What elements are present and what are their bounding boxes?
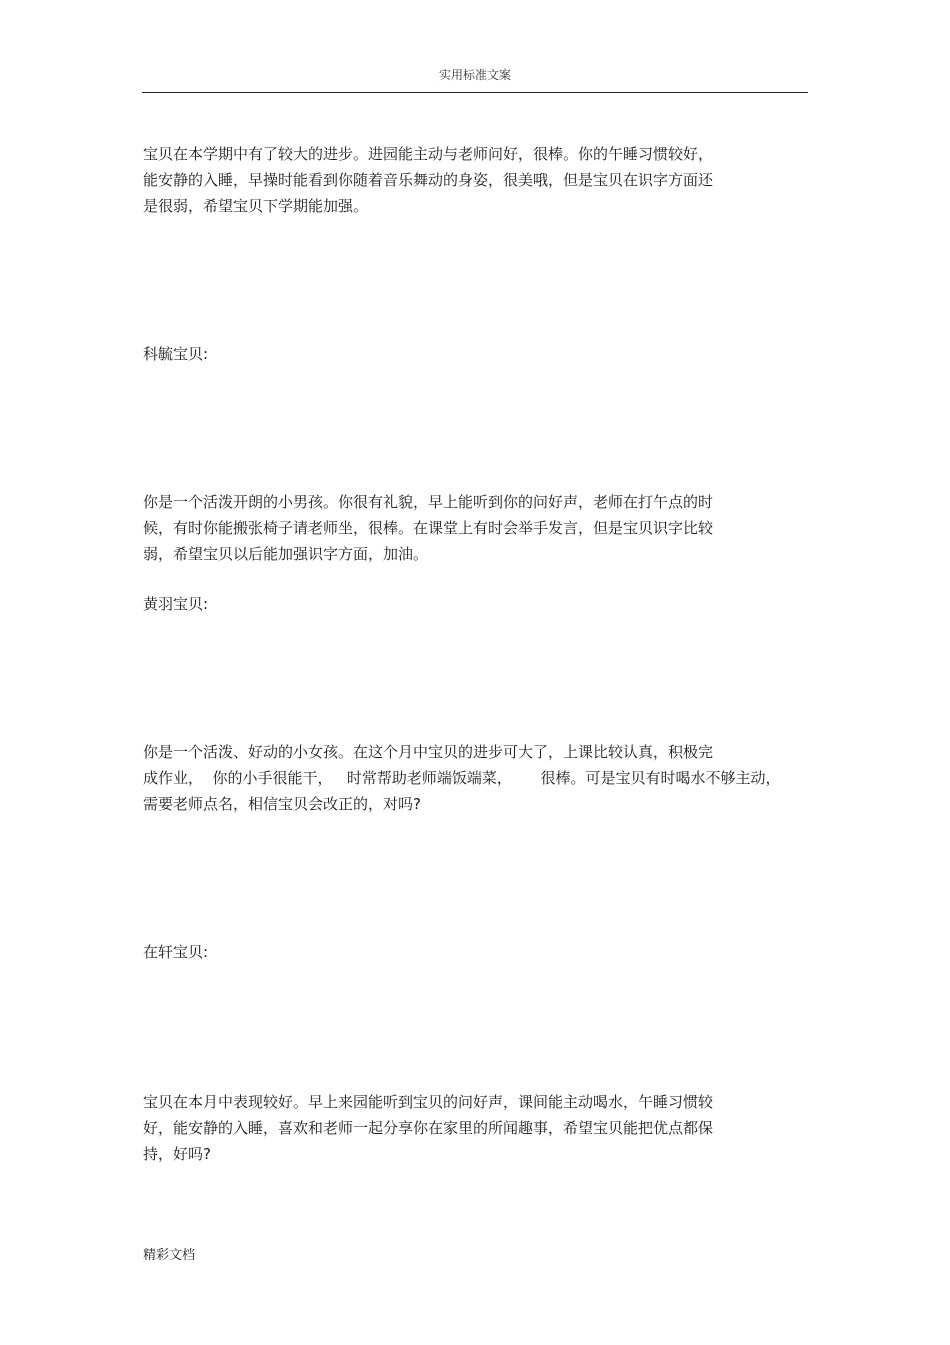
paragraph-line: 是很弱，希望宝贝下学期能加强。 <box>143 197 369 215</box>
paragraph-line: 候，有时你能搬张椅子请老师坐，很棒。在课堂上有时会举手发言，但是宝贝识字比较 <box>143 519 714 537</box>
paragraph-line: 你是一个活泼开朗的小男孩。你很有礼貌，早上能听到你的问好声，老师在打午点的时 <box>143 493 714 511</box>
header-title: 实用标准文案 <box>438 68 511 82</box>
paragraph-line: 成作业， 你的小手很能干， 时常帮助老师端饭端菜， 很棒。可是宝贝有时喝水不够主动， <box>143 769 781 787</box>
paragraph-line: 能安静的入睡，早操时能看到你随着音乐舞动的身姿，很美哦，但是宝贝在识字方面还 <box>143 171 714 189</box>
student-name: 科毓宝贝: <box>143 345 209 363</box>
comment-paragraph <box>143 1089 783 1167</box>
paragraph-line: 宝贝在本学期中有了较大的进步。进园能主动与老师问好，很棒。你的午睡习惯较好， <box>143 145 714 163</box>
student-name: 在轩宝贝: <box>143 943 209 961</box>
paragraph-line: 宝贝在本月中表现较好。早上来园能听到宝贝的问好声，课间能主动喝水，午睡习惯较 <box>143 1093 714 1111</box>
paragraph-line: 持，好吗? <box>143 1145 211 1163</box>
paragraph-line: 弱，希望宝贝以后能加强识字方面，加油。 <box>143 545 429 563</box>
comment-paragraph <box>143 489 783 567</box>
student-name: 黄羽宝贝: <box>143 595 209 613</box>
comment-paragraph <box>143 141 783 219</box>
page-header <box>142 66 808 93</box>
paragraph-line: 需要老师点名，相信宝贝会改正的，对吗? <box>143 795 421 813</box>
paragraph-line: 好，能安静的入睡，喜欢和老师一起分享你在家里的所闻趣事，希望宝贝能把优点都保 <box>143 1119 714 1137</box>
paragraph-line: 你是一个活泼、好动的小女孩。在这个月中宝贝的进步可大了，上课比较认真，积极完 <box>143 743 714 761</box>
page-footer: 精彩文档 <box>143 1248 196 1263</box>
comment-paragraph <box>143 739 783 817</box>
